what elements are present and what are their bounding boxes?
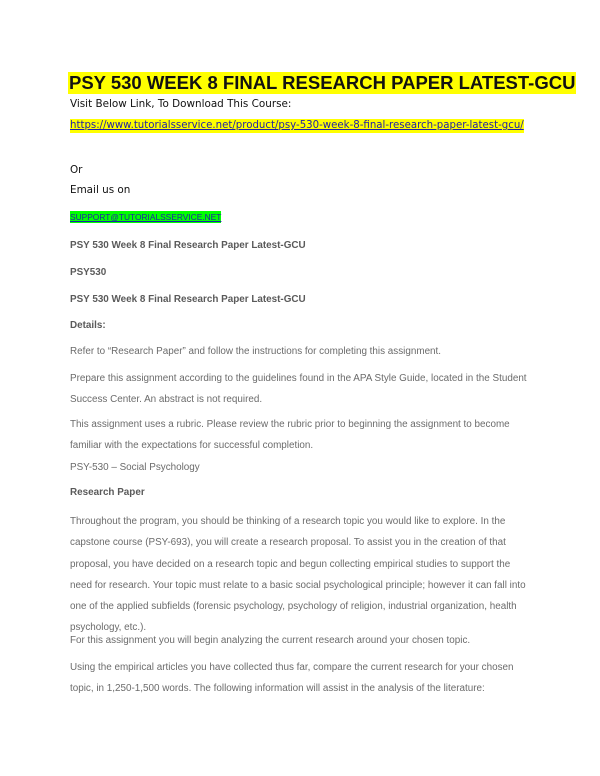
course-line: PSY-530 – Social Psychology — [70, 462, 200, 473]
paragraph-line: Throughout the program, you should be thinking of a research topic you would like to explore. In the — [70, 516, 506, 527]
section-title: Research Paper — [70, 487, 145, 498]
paragraph-research-topic — [70, 511, 526, 639]
paragraph-line: need for research. Your topic must relate to a basic social psychological principle; however it can fall into — [70, 579, 526, 591]
heading-course-title: PSY 530 Week 8 Final Research Paper Latest-GCU — [70, 240, 306, 251]
email-label: Email us on — [70, 184, 131, 196]
paragraph-line: capstone course (PSY-693), you will create a research proposal. To assist you in the creation of that — [70, 537, 506, 549]
paragraph-line: Success Center. An abstract is not required. — [70, 394, 263, 406]
paragraph-compare — [70, 657, 514, 700]
course-download-link[interactable]: https://www.tutorialsservice.net/product/psy-530-week-8-final-research-paper-latest-gcu/ — [70, 120, 524, 131]
paragraph-line: one of the applied subfields (forensic psychology, psychology of religion, industrial organization, health — [70, 601, 517, 613]
paragraph-apa-guidelines — [70, 368, 527, 411]
visit-instruction: Visit Below Link, To Download This Course: — [70, 98, 292, 110]
paragraph-line: Prepare this assignment according to the guidelines found in the APA Style Guide, located in the Student — [70, 373, 527, 384]
paragraph-line: Using the empirical articles you have collected thus far, compare the current research for your chosen — [70, 662, 514, 673]
page-title: PSY 530 WEEK 8 FINAL RESEARCH PAPER LATEST-GCU — [69, 72, 576, 93]
course-code: PSY530 — [70, 267, 107, 278]
heading-course-title-repeat: PSY 530 Week 8 Final Research Paper Latest-GCU — [70, 294, 306, 305]
details-label: Details: — [70, 320, 106, 331]
or-text: Or — [70, 164, 83, 176]
paragraph-analyze: For this assignment you will begin analyzing the current research around your chosen topic. — [70, 635, 471, 646]
paragraph-line: topic, in 1,250-1,500 words. The following information will assist in the analysis of the literature: — [70, 683, 485, 695]
paragraph-rubric — [70, 414, 510, 457]
paragraph-line: familiar with the expectations for successful completion. — [70, 440, 314, 452]
paragraph-line: This assignment uses a rubric. Please review the rubric prior to beginning the assignment to become — [70, 419, 510, 430]
support-email-link[interactable]: SUPPORT@TUTORIALSSERVICE.NET — [70, 212, 222, 222]
paragraph-instructions: Refer to “Research Paper” and follow the instructions for completing this assignment. — [70, 346, 442, 357]
paragraph-line: proposal, you have decided on a research topic and begun collecting empirical studies to support the — [70, 558, 511, 570]
paragraph-line: psychology, etc.). — [70, 622, 147, 634]
